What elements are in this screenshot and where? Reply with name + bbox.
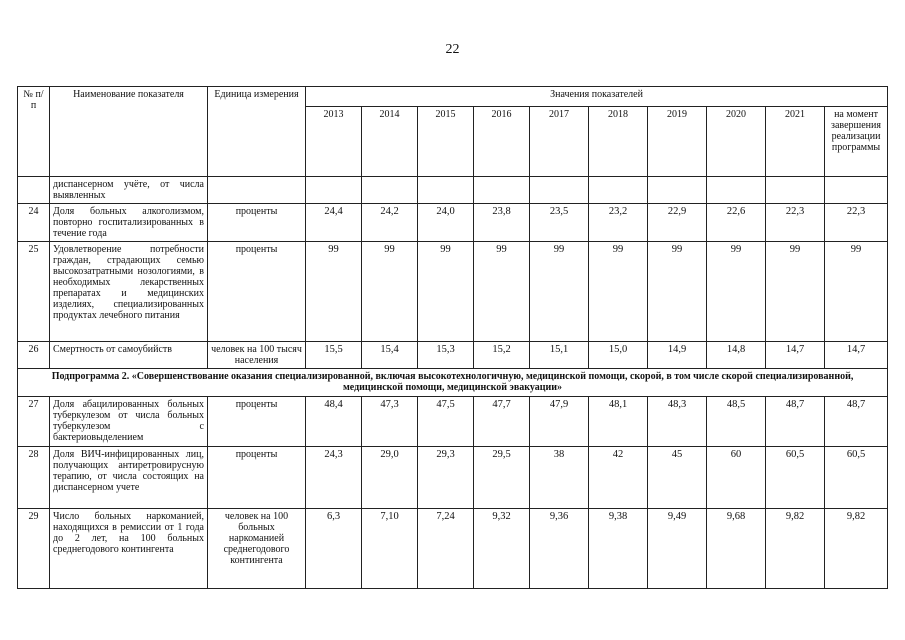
indicator-value: 48,3 xyxy=(648,397,707,447)
indicator-value-empty xyxy=(530,177,589,204)
indicator-name: Число больных наркоманией, находящихся в ремиссии от 1 года до 2 лет, на 100 больных среднегодового контингента xyxy=(50,509,208,589)
indicator-value: 24,4 xyxy=(306,204,362,242)
row-number xyxy=(18,177,50,204)
row-number: 27 xyxy=(18,397,50,447)
indicators-table xyxy=(17,86,888,589)
indicator-value: 9,32 xyxy=(474,509,530,589)
unit-of-measure: проценты xyxy=(208,242,306,342)
indicator-value-empty xyxy=(362,177,418,204)
indicator-value: 99 xyxy=(707,242,766,342)
unit-of-measure: проценты xyxy=(208,397,306,447)
indicator-value: 15,3 xyxy=(418,342,474,369)
header-col-num: № п/п xyxy=(18,87,50,177)
indicator-value-empty xyxy=(474,177,530,204)
indicator-value: 9,49 xyxy=(648,509,707,589)
indicator-value: 48,4 xyxy=(306,397,362,447)
indicator-value: 60 xyxy=(707,447,766,509)
indicator-value: 48,5 xyxy=(707,397,766,447)
indicator-value: 24,3 xyxy=(306,447,362,509)
indicator-value: 23,2 xyxy=(589,204,648,242)
header-year-5: 2018 xyxy=(589,107,648,177)
indicator-value: 14,7 xyxy=(766,342,825,369)
indicator-name: Удовлетворение потребности граждан, страдающих семью высокозатратными нозологиями, в необходимых лекарственных препаратах и медицинских изделиях, специализированных продуктах лечебного питания xyxy=(50,242,208,342)
table-row xyxy=(18,447,888,509)
indicator-name: Доля абацилированных больных туберкулезом от числа больных туберкулезом с бактериовыделением xyxy=(50,397,208,447)
row-number: 28 xyxy=(18,447,50,509)
table-row xyxy=(18,242,888,342)
indicator-value: 22,9 xyxy=(648,204,707,242)
header-year-9: на момент завершения реализации программы xyxy=(825,107,888,177)
indicator-value: 99 xyxy=(766,242,825,342)
header-col-values: Значения показателей xyxy=(306,87,888,107)
table-row xyxy=(18,397,888,447)
header-year-1: 2014 xyxy=(362,107,418,177)
indicator-value: 47,7 xyxy=(474,397,530,447)
indicator-value: 60,5 xyxy=(766,447,825,509)
indicator-value: 29,0 xyxy=(362,447,418,509)
indicator-value: 9,82 xyxy=(825,509,888,589)
header-year-4: 2017 xyxy=(530,107,589,177)
table-row-continuation xyxy=(18,177,888,204)
header-col-unit: Единица измерения xyxy=(208,87,306,177)
indicator-value: 47,5 xyxy=(418,397,474,447)
indicator-value: 99 xyxy=(530,242,589,342)
indicator-name: Доля ВИЧ-инфицированных лиц, получающих антиретровирусную терапию, от числа состоящих на диспансерном учете xyxy=(50,447,208,509)
indicator-value: 48,1 xyxy=(589,397,648,447)
indicator-value: 6,3 xyxy=(306,509,362,589)
header-col-name: Наименование показателя xyxy=(50,87,208,177)
indicator-value: 23,5 xyxy=(530,204,589,242)
indicator-value: 14,9 xyxy=(648,342,707,369)
indicator-value: 15,2 xyxy=(474,342,530,369)
indicator-value-empty xyxy=(707,177,766,204)
indicator-value-empty xyxy=(766,177,825,204)
indicator-value: 9,68 xyxy=(707,509,766,589)
header-year-3: 2016 xyxy=(474,107,530,177)
indicator-value: 14,8 xyxy=(707,342,766,369)
header-year-7: 2020 xyxy=(707,107,766,177)
indicator-value: 9,82 xyxy=(766,509,825,589)
indicator-value: 22,6 xyxy=(707,204,766,242)
indicator-value: 45 xyxy=(648,447,707,509)
subprogram-title: Подпрограмма 2. «Совершенствование оказания специализированной, включая высокотехнологичную, медицинской помощи, скорой, в том числе скорой специализированной, медицинской помощи, медицинской эвакуации» xyxy=(18,369,888,397)
row-number: 24 xyxy=(18,204,50,242)
page-number: 22 xyxy=(445,42,460,57)
indicator-value: 99 xyxy=(474,242,530,342)
indicator-value: 29,5 xyxy=(474,447,530,509)
indicator-value: 42 xyxy=(589,447,648,509)
indicator-value: 14,7 xyxy=(825,342,888,369)
row-number: 25 xyxy=(18,242,50,342)
header-year-8: 2021 xyxy=(766,107,825,177)
indicator-value: 99 xyxy=(825,242,888,342)
indicator-value: 60,5 xyxy=(825,447,888,509)
indicator-value-empty xyxy=(306,177,362,204)
indicator-value: 29,3 xyxy=(418,447,474,509)
indicator-value: 24,0 xyxy=(418,204,474,242)
indicator-value-empty xyxy=(418,177,474,204)
indicator-value: 48,7 xyxy=(825,397,888,447)
header-year-2: 2015 xyxy=(418,107,474,177)
indicator-name: диспансерном учёте, от числа выявленных xyxy=(50,177,208,204)
table-row xyxy=(18,342,888,369)
subprogram-row xyxy=(18,369,888,397)
indicator-value: 48,7 xyxy=(766,397,825,447)
header-row-1 xyxy=(18,87,888,107)
indicator-value: 9,38 xyxy=(589,509,648,589)
indicator-value: 24,2 xyxy=(362,204,418,242)
indicator-value: 9,36 xyxy=(530,509,589,589)
indicator-value: 15,5 xyxy=(306,342,362,369)
indicator-value: 7,24 xyxy=(418,509,474,589)
indicator-name: Смертность от самоубийств xyxy=(50,342,208,369)
row-number: 26 xyxy=(18,342,50,369)
indicator-value: 99 xyxy=(589,242,648,342)
header-year-0: 2013 xyxy=(306,107,362,177)
unit-of-measure: человек на 100 тысяч населения xyxy=(208,342,306,369)
indicator-value: 23,8 xyxy=(474,204,530,242)
indicator-value: 38 xyxy=(530,447,589,509)
indicator-value: 15,1 xyxy=(530,342,589,369)
indicator-value: 22,3 xyxy=(825,204,888,242)
indicator-value: 99 xyxy=(362,242,418,342)
indicator-value: 15,4 xyxy=(362,342,418,369)
indicator-value: 99 xyxy=(648,242,707,342)
indicator-value: 22,3 xyxy=(766,204,825,242)
table-row xyxy=(18,509,888,589)
unit-of-measure: человек на 100 больных наркоманией среднегодового контингента xyxy=(208,509,306,589)
unit-of-measure xyxy=(208,177,306,204)
unit-of-measure: проценты xyxy=(208,447,306,509)
unit-of-measure: проценты xyxy=(208,204,306,242)
indicator-value: 47,9 xyxy=(530,397,589,447)
indicator-value-empty xyxy=(825,177,888,204)
indicator-value: 99 xyxy=(418,242,474,342)
table-row xyxy=(18,204,888,242)
indicator-value: 47,3 xyxy=(362,397,418,447)
header-year-6: 2019 xyxy=(648,107,707,177)
row-number: 29 xyxy=(18,509,50,589)
indicator-value-empty xyxy=(589,177,648,204)
indicator-value: 99 xyxy=(306,242,362,342)
indicator-value-empty xyxy=(648,177,707,204)
indicator-value: 7,10 xyxy=(362,509,418,589)
indicator-name: Доля больных алкоголизмом, повторно госпитализированных в течение года xyxy=(50,204,208,242)
indicator-value: 15,0 xyxy=(589,342,648,369)
